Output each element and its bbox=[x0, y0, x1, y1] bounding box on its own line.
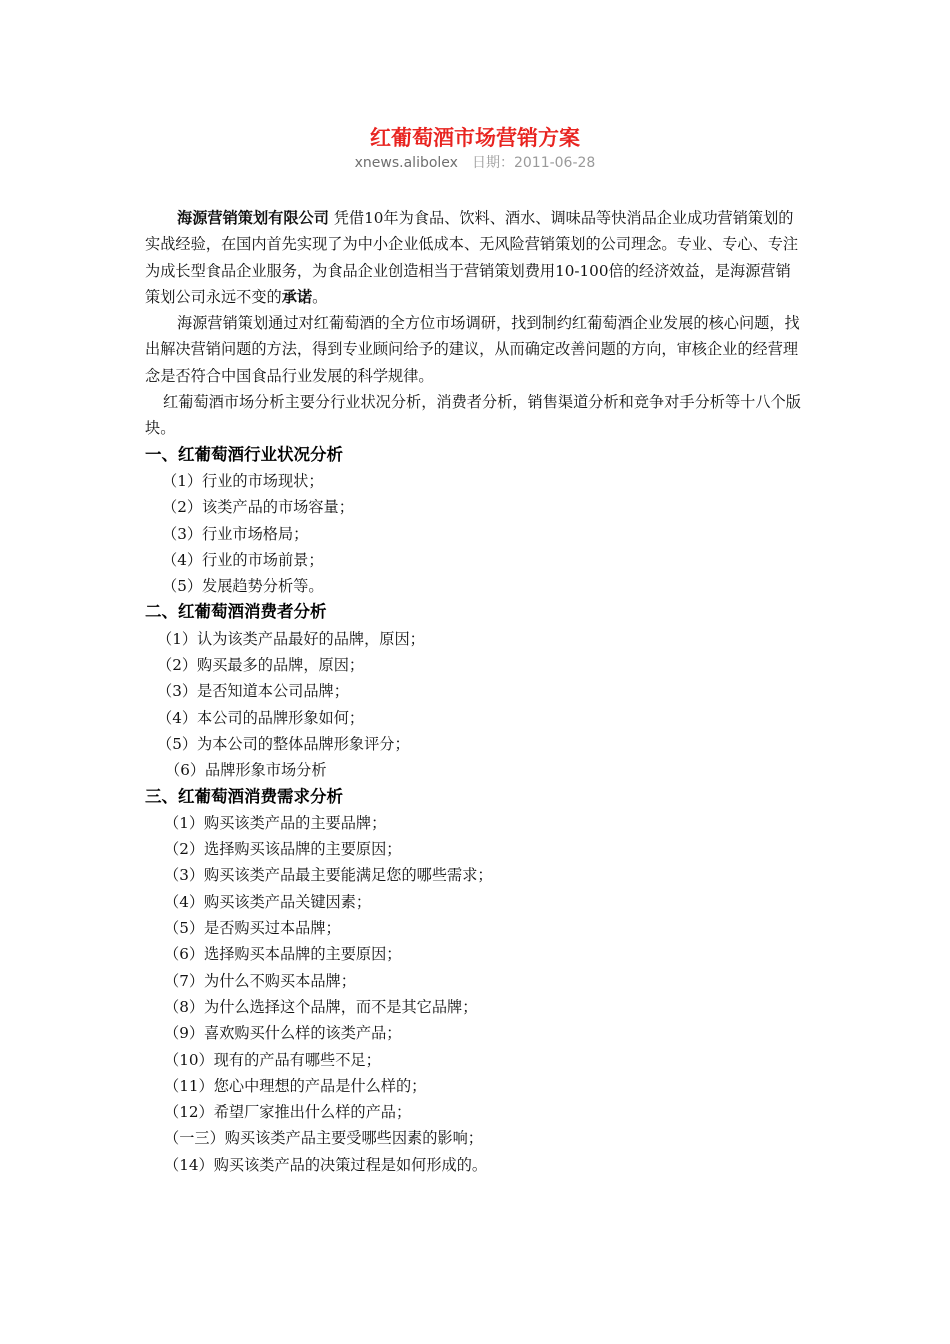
list-item: （1）购买该类产品的主要品牌； bbox=[164, 813, 387, 832]
publish-date: 日期：2011-06-28 bbox=[471, 155, 596, 171]
list-item: （7）为什么不购买本品牌； bbox=[164, 971, 356, 990]
document-meta bbox=[0, 152, 950, 172]
list-item: （5）发展趋势分析等。 bbox=[162, 577, 324, 596]
list-item: （12）希望厂家推出什么样的产品； bbox=[164, 1103, 412, 1122]
list-item: （9）喜欢购买什么样的该类产品； bbox=[164, 1024, 402, 1043]
list-item: （1）认为该类产品最好的品牌，原因； bbox=[157, 629, 425, 648]
list-item: （5）为本公司的整体品牌形象评分； bbox=[157, 734, 410, 753]
list-item: （6）选择购买本品牌的主要原因； bbox=[164, 945, 402, 964]
document-body bbox=[145, 205, 805, 1178]
section-list bbox=[145, 468, 805, 599]
section-list bbox=[145, 626, 805, 784]
list-item: （4）购买该类产品关键因素； bbox=[164, 892, 372, 911]
list-item: （2）购买最多的品牌，原因； bbox=[157, 656, 365, 675]
promise-word: 承诺 bbox=[281, 287, 313, 306]
list-item: （4）本公司的品牌形象如何； bbox=[157, 708, 365, 727]
list-item: （8）为什么选择这个品牌，而不是其它品牌； bbox=[164, 997, 478, 1016]
list-item: （10）现有的产品有哪些不足； bbox=[164, 1050, 381, 1069]
section-industry bbox=[145, 442, 805, 600]
intro-paragraph-1: 海源营销策划有限公司 凭借10年为食品、饮料、酒水、调味品等快消品企业成功营销策划的实战经验，在国内首先实现了为中小企业低成本、无风险营销策划的公司理念。专业、专心、专注为成长型食品企业服务，为食品企业创造相当于营销策划费用10-100倍的经济效益，是海源营销策划公司永远不变的承诺。 bbox=[145, 209, 799, 306]
section-demand bbox=[145, 784, 805, 1178]
section-heading: 一、红葡萄酒行业状况分析 bbox=[145, 444, 343, 464]
source-link[interactable]: xnews.alibolex bbox=[354, 155, 458, 171]
list-item: （3）是否知道本公司品牌； bbox=[157, 682, 349, 701]
section-heading: 三、红葡萄酒消费需求分析 bbox=[145, 786, 343, 806]
list-item: （14）购买该类产品的决策过程是如何形成的。 bbox=[164, 1155, 488, 1174]
intro-paragraph-3: 红葡萄酒市场分析主要分行业状况分析，消费者分析，销售渠道分析和竞争对手分析等十八个版块。 bbox=[145, 393, 801, 438]
section-heading: 二、红葡萄酒消费者分析 bbox=[145, 602, 327, 622]
list-item: （6）品牌形象市场分析 bbox=[165, 761, 327, 780]
intro-paragraph-2: 海源营销策划通过对红葡萄酒的全方位市场调研，找到制约红葡萄酒企业发展的核心问题，找出解决营销问题的方法，得到专业顾问给予的建议，从而确定改善问题的方向，审核企业的经营理念是否符合中国食品行业发展的科学规律。 bbox=[145, 314, 800, 385]
list-item: （2）该类产品的市场容量； bbox=[162, 498, 354, 517]
list-item: （1）行业的市场现状； bbox=[162, 471, 324, 490]
company-name: 海源营销策划有限公司 bbox=[177, 209, 329, 227]
list-item: （3）购买该类产品最主要能满足您的哪些需求； bbox=[164, 866, 493, 885]
list-item: （2）选择购买该品牌的主要原因； bbox=[164, 840, 402, 859]
list-item: （一三）购买该类产品主要受哪些因素的影响； bbox=[164, 1129, 483, 1148]
section-consumer bbox=[145, 599, 805, 783]
list-item: （5）是否购买过本品牌； bbox=[164, 919, 341, 938]
list-item: （11）您心中理想的产品是什么样的； bbox=[164, 1076, 427, 1095]
list-item: （3）行业市场格局； bbox=[162, 524, 309, 543]
document-title: 红葡萄酒市场营销方案 bbox=[370, 126, 580, 150]
section-list bbox=[145, 810, 805, 1178]
list-item: （4）行业的市场前景； bbox=[162, 550, 324, 569]
